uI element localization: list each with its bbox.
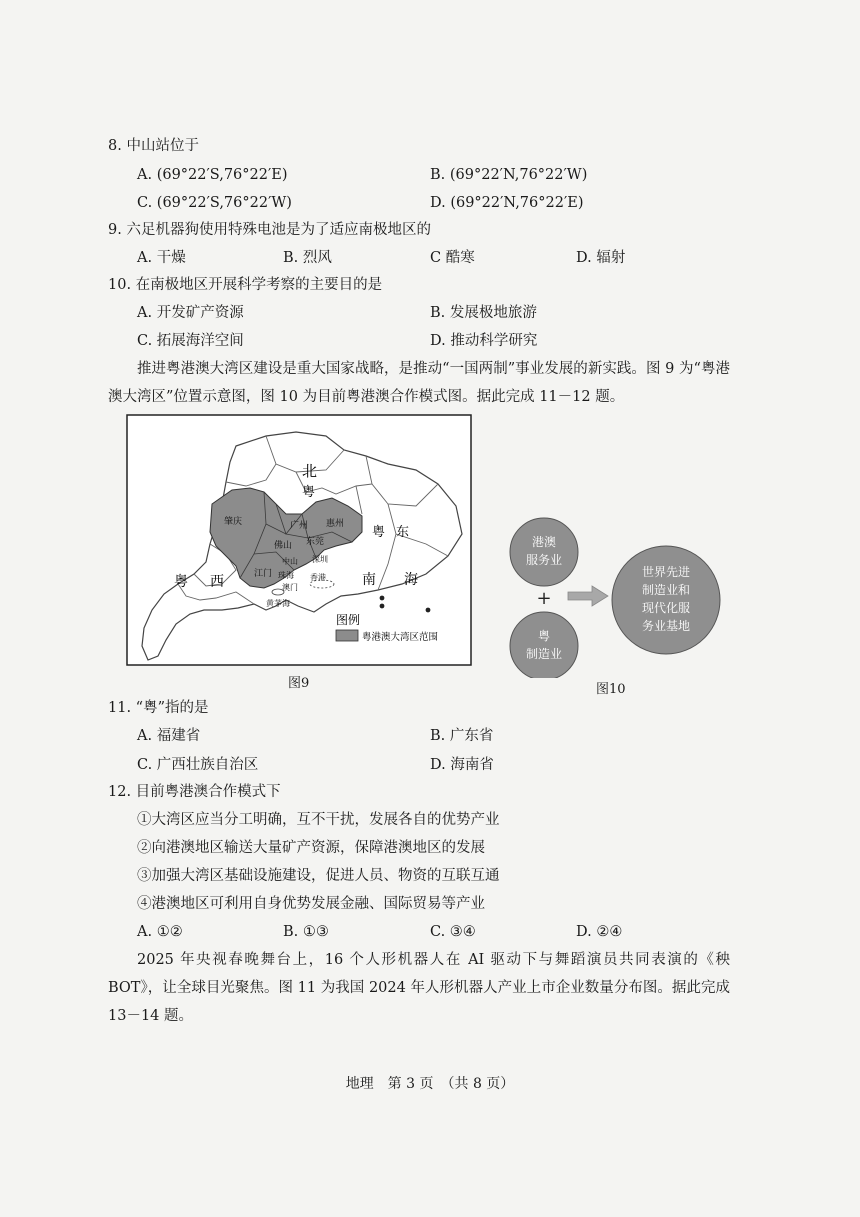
question-10-option-c: C. 拓展海洋空间 xyxy=(137,333,244,349)
circle-hk-macao-service xyxy=(510,518,578,586)
question-10-option-b: B. 发展极地旅游 xyxy=(430,305,537,321)
intro-paragraph-13-14: 2025 年央视春晚舞台上，16 个人形机器人在 AI 驱动下与舞蹈演员共同表演的《秧BOT》，让全球目光聚焦。图 11 为我国 2024 年人形机器人产业上市企业数量分布图。据此完成 13－14 题。 xyxy=(108,952,730,1024)
label-yue-east: 粤 xyxy=(372,525,386,540)
label-jiangmen: 江门 xyxy=(254,569,273,579)
question-8-option-d: D. (69°22′N,76°22′E) xyxy=(430,195,584,211)
legend-item: 粤港澳大湾区范围 xyxy=(362,632,439,643)
question-12-option-a: A. ①② xyxy=(137,924,183,940)
question-9-stem: 9. 六足机器狗使用特殊电池是为了适应南极地区的 xyxy=(108,222,431,238)
question-8-stem: 8. 中山站位于 xyxy=(108,138,199,154)
question-12-item-4: ④港澳地区可利用自身优势发展金融、国际贸易等产业 xyxy=(137,896,485,912)
result-line4: 务业基地 xyxy=(641,619,691,633)
label-huizhou: 惠州 xyxy=(326,519,345,529)
question-11-option-d: D. 海南省 xyxy=(430,757,494,773)
question-9-option-d: D. 辐射 xyxy=(576,250,626,266)
label-west-xi: 西 xyxy=(210,574,224,590)
bottom-circle-line1: 粤 xyxy=(537,629,551,643)
label-macao: 澳门 xyxy=(282,583,298,592)
label-zhuhai: 珠海 xyxy=(278,571,294,580)
question-12-item-2: ②向港澳地区输送大量矿产资源，保障港澳地区的发展 xyxy=(137,840,485,856)
top-circle-line2: 服务业 xyxy=(525,553,563,567)
label-zhongshan: 中山 xyxy=(282,557,298,566)
figure-9-caption: 图9 xyxy=(288,676,310,691)
label-hongkong: 香港 xyxy=(310,573,326,582)
question-11-option-a: A. 福建省 xyxy=(137,728,201,744)
result-line1: 世界先进 xyxy=(641,565,691,579)
label-north: 北 xyxy=(302,462,318,480)
question-11-option-b: B. 广东省 xyxy=(430,728,494,744)
question-9-option-b: B. 烈风 xyxy=(283,250,332,266)
intro-paragraph-11-12: 推进粤港澳大湾区建设是重大国家战略，是推动“一国两制”事业发展的新实践。图 9 为“粤港澳大湾区”位置示意图，图 10 为目前粤港澳合作模式图。据此完成 11－12 题。 xyxy=(108,361,730,405)
question-11-option-c: C. 广西壮族自治区 xyxy=(137,757,259,773)
plus-sign: + xyxy=(536,588,552,609)
bottom-circle-line2: 制造业 xyxy=(525,647,563,661)
question-12-option-b: B. ①③ xyxy=(283,924,329,940)
label-shenzhen: 深圳 xyxy=(312,555,328,564)
figure-9-map xyxy=(126,414,472,666)
legend-title: 图例 xyxy=(336,613,361,627)
question-8-option-a: A. (69°22′S,76°22′E) xyxy=(137,167,288,183)
question-12-stem: 12. 目前粤港澳合作模式下 xyxy=(108,784,281,800)
label-foshan: 佛山 xyxy=(274,541,293,551)
question-12-item-1: ①大湾区应当分工明确，互不干扰，发展各自的优势产业 xyxy=(137,812,500,828)
figure-10-diagram xyxy=(496,508,740,678)
question-10-option-d: D. 推动科学研究 xyxy=(430,333,538,349)
question-9-option-a: A. 干燥 xyxy=(137,250,186,266)
label-west-yue: 粤 xyxy=(174,574,188,590)
question-12-option-d: D. ②④ xyxy=(576,924,623,940)
question-12-item-3: ③加强大湾区基础设施建设，促进人员、物资的互联互通 xyxy=(137,868,500,884)
label-yue: 粤 xyxy=(302,485,316,500)
circle-yue-manufacturing xyxy=(510,612,578,678)
top-circle-line1: 港澳 xyxy=(531,535,557,549)
page-footer: 地理 第 3 页 （共 8 页） xyxy=(345,1076,515,1092)
label-south-sea-1: 南 xyxy=(362,572,376,588)
circle-world-base xyxy=(612,546,720,654)
question-11-stem: 11. “粤”指的是 xyxy=(108,700,209,716)
result-line2: 制造业和 xyxy=(641,583,691,597)
arrow-icon xyxy=(568,586,608,606)
label-dong: 东 xyxy=(396,525,410,540)
question-8-option-c: C. (69°22′S,76°22′W) xyxy=(137,195,292,211)
question-10-option-a: A. 开发矿产资源 xyxy=(137,305,244,321)
result-line3: 现代化服 xyxy=(641,601,691,615)
label-south-sea-2: 海 xyxy=(404,572,418,588)
label-guangzhou: 广州 xyxy=(290,521,309,531)
figure-10-caption: 图10 xyxy=(596,682,626,697)
legend-swatch xyxy=(336,630,358,641)
question-8-option-b: B. (69°22′N,76°22′W) xyxy=(430,167,588,183)
question-12-option-c: C. ③④ xyxy=(430,924,476,940)
question-9-option-c: C 酷寒 xyxy=(430,250,475,266)
label-dongguan: 东莞 xyxy=(306,537,325,547)
question-10-stem: 10. 在南极地区开展科学考察的主要目的是 xyxy=(108,277,383,293)
label-huangmaohai: 黄茅海 xyxy=(266,599,290,608)
label-zhaoqing: 肇庆 xyxy=(224,517,243,527)
